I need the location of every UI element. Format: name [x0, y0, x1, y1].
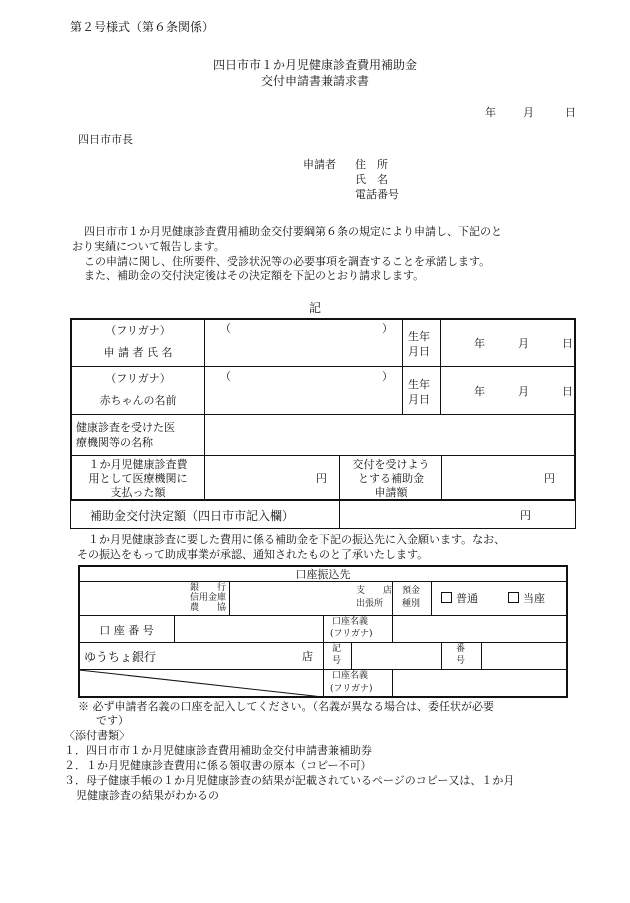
date-day: 日: [565, 106, 576, 119]
body-line-1: 四日市市１か月児健康診査費用補助金交付要綱第６条の規定により申請し、下記のと: [84, 225, 502, 238]
notice-line2: です）: [96, 714, 129, 727]
kigo-label-2: 号: [332, 656, 342, 666]
holder-label-2: (フリガナ): [330, 629, 373, 639]
paid-label-line3: 支払った額: [110, 486, 166, 499]
bank-type-3: 農 協: [190, 603, 227, 613]
title-line-2: 交付申請書兼請求書: [260, 74, 369, 88]
body-line-2: おり実績について報告します。: [72, 240, 225, 253]
transfer-note-line1: １か月児健康診査に要した費用に係る補助金を下記の振込先に入金願います。なお、: [88, 533, 506, 546]
furigana-paren-close: ）: [382, 322, 393, 335]
store-label: 店: [302, 650, 313, 663]
bank-type-2: 信用金庫: [190, 593, 227, 603]
request-label-line2: とする補助金: [358, 472, 424, 485]
applicant-name-label: 氏 名: [355, 173, 388, 186]
attachment-3-continued: 児健康診査の結果がわかるの: [76, 789, 219, 802]
birth-label-line2: 月日: [408, 345, 430, 358]
attachment-3: ３．母子健康手帳の１か月児健康診査の結果が記載されているページのコピー又は、１か月: [64, 774, 515, 787]
notice-line1: ※ 必ず申請者名義の口座を記入してください。（名義が異なる場合は、委任状が必要: [78, 700, 494, 713]
institution-label-line1: 健康診査を受けた医: [76, 421, 175, 434]
institution-input[interactable]: [208, 418, 572, 452]
baby-name-input[interactable]: [208, 384, 398, 410]
holder-label-4: (フリガナ): [330, 684, 373, 694]
current-checkbox[interactable]: [508, 592, 545, 605]
furigana-label-baby: （フリガナ）: [105, 372, 171, 385]
bango-label-2: 号: [456, 656, 466, 666]
deposit-label-2: 種別: [402, 599, 421, 609]
baby-furigana-paren-close: ）: [382, 370, 393, 383]
decision-label: 補助金交付決定額（四日市市記入欄）: [90, 509, 295, 523]
baby-furigana-paren-open: （: [220, 370, 231, 383]
bank-table-title: 口座振込先: [295, 568, 351, 581]
ki-heading: 記: [308, 301, 321, 315]
applicant-name-header: 申 請 者 氏 名: [103, 346, 173, 359]
form-number: 第２号様式（第６条関係）: [70, 20, 215, 34]
attachments-title: 〈添付書類〉: [64, 729, 130, 742]
baby-birthdate[interactable]: 年 月 日: [474, 385, 573, 398]
paid-label-line2: 用として医療機関に: [88, 472, 188, 485]
furigana-paren-open: （: [220, 322, 231, 335]
current-label: 当座: [523, 592, 545, 605]
institution-label-line2: 療機関等の名称: [76, 436, 153, 449]
branch-type-2: 出張所: [356, 599, 384, 609]
branch-type-1: 支 店: [356, 586, 393, 596]
baby-name-header: 赤ちゃんの名前: [99, 394, 177, 407]
date-year: 年: [485, 106, 496, 119]
addressee: 四日市市長: [78, 133, 133, 146]
applicant-label: 申請者: [303, 158, 336, 171]
deposit-label-1: 預金: [402, 586, 421, 596]
request-label-line1: 交付を受けよう: [352, 458, 430, 471]
ordinary-label: 普通: [456, 592, 478, 605]
ordinary-checkbox[interactable]: [441, 592, 478, 605]
paid-label-line1: １か月児健康診査費: [88, 458, 188, 471]
title-line-1: 四日市市１か月児健康診査費用補助金: [212, 58, 417, 72]
holder-label-3: 口座名義: [332, 671, 369, 681]
applicant-birthdate[interactable]: 年 月 日: [474, 337, 573, 350]
kigo-label-1: 記: [332, 644, 342, 654]
date-month: 月: [523, 106, 534, 119]
baby-birth-label-line1: 生年: [408, 378, 430, 391]
birth-label-line1: 生年: [408, 330, 430, 343]
body-line-4: また、補助金の交付決定後はその決定額を下記のとおり請求します。: [84, 269, 425, 282]
decision-yen: 円: [520, 509, 531, 522]
furigana-label: （フリガナ）: [105, 324, 171, 337]
request-label-line3: 申請額: [374, 486, 408, 499]
baby-birth-label-line2: 月日: [408, 393, 430, 406]
attachment-2: ２．１か月児健康診査費用に係る領収書の原本（コピー不可）: [64, 759, 372, 772]
paid-yen: 円: [316, 472, 327, 485]
applicant-phone-label: 電話番号: [355, 188, 399, 201]
transfer-note-line2: その振込をもって助成事業が承認、通知されたものと了承いたします。: [77, 548, 429, 561]
applicant-address-label: 住 所: [355, 158, 388, 171]
bango-label-1: 番: [456, 644, 466, 654]
body-line-3: この申請に関し、住所要件、受診状況等の必要事項を調査することを承諾します。: [84, 255, 491, 268]
account-number-label: 口 座 番 号: [99, 624, 154, 637]
request-yen: 円: [544, 472, 555, 485]
diagonal-strike: [79, 670, 323, 697]
applicant-name-input[interactable]: [208, 336, 398, 362]
attachment-1: １．四日市市１か月児健康診査費用補助金交付申請書兼補助券: [64, 744, 372, 757]
yucho-label: ゆうちょ銀行: [84, 650, 157, 664]
holder-label-1: 口座名義: [332, 617, 369, 627]
bank-type-1: 銀 行: [190, 583, 227, 593]
